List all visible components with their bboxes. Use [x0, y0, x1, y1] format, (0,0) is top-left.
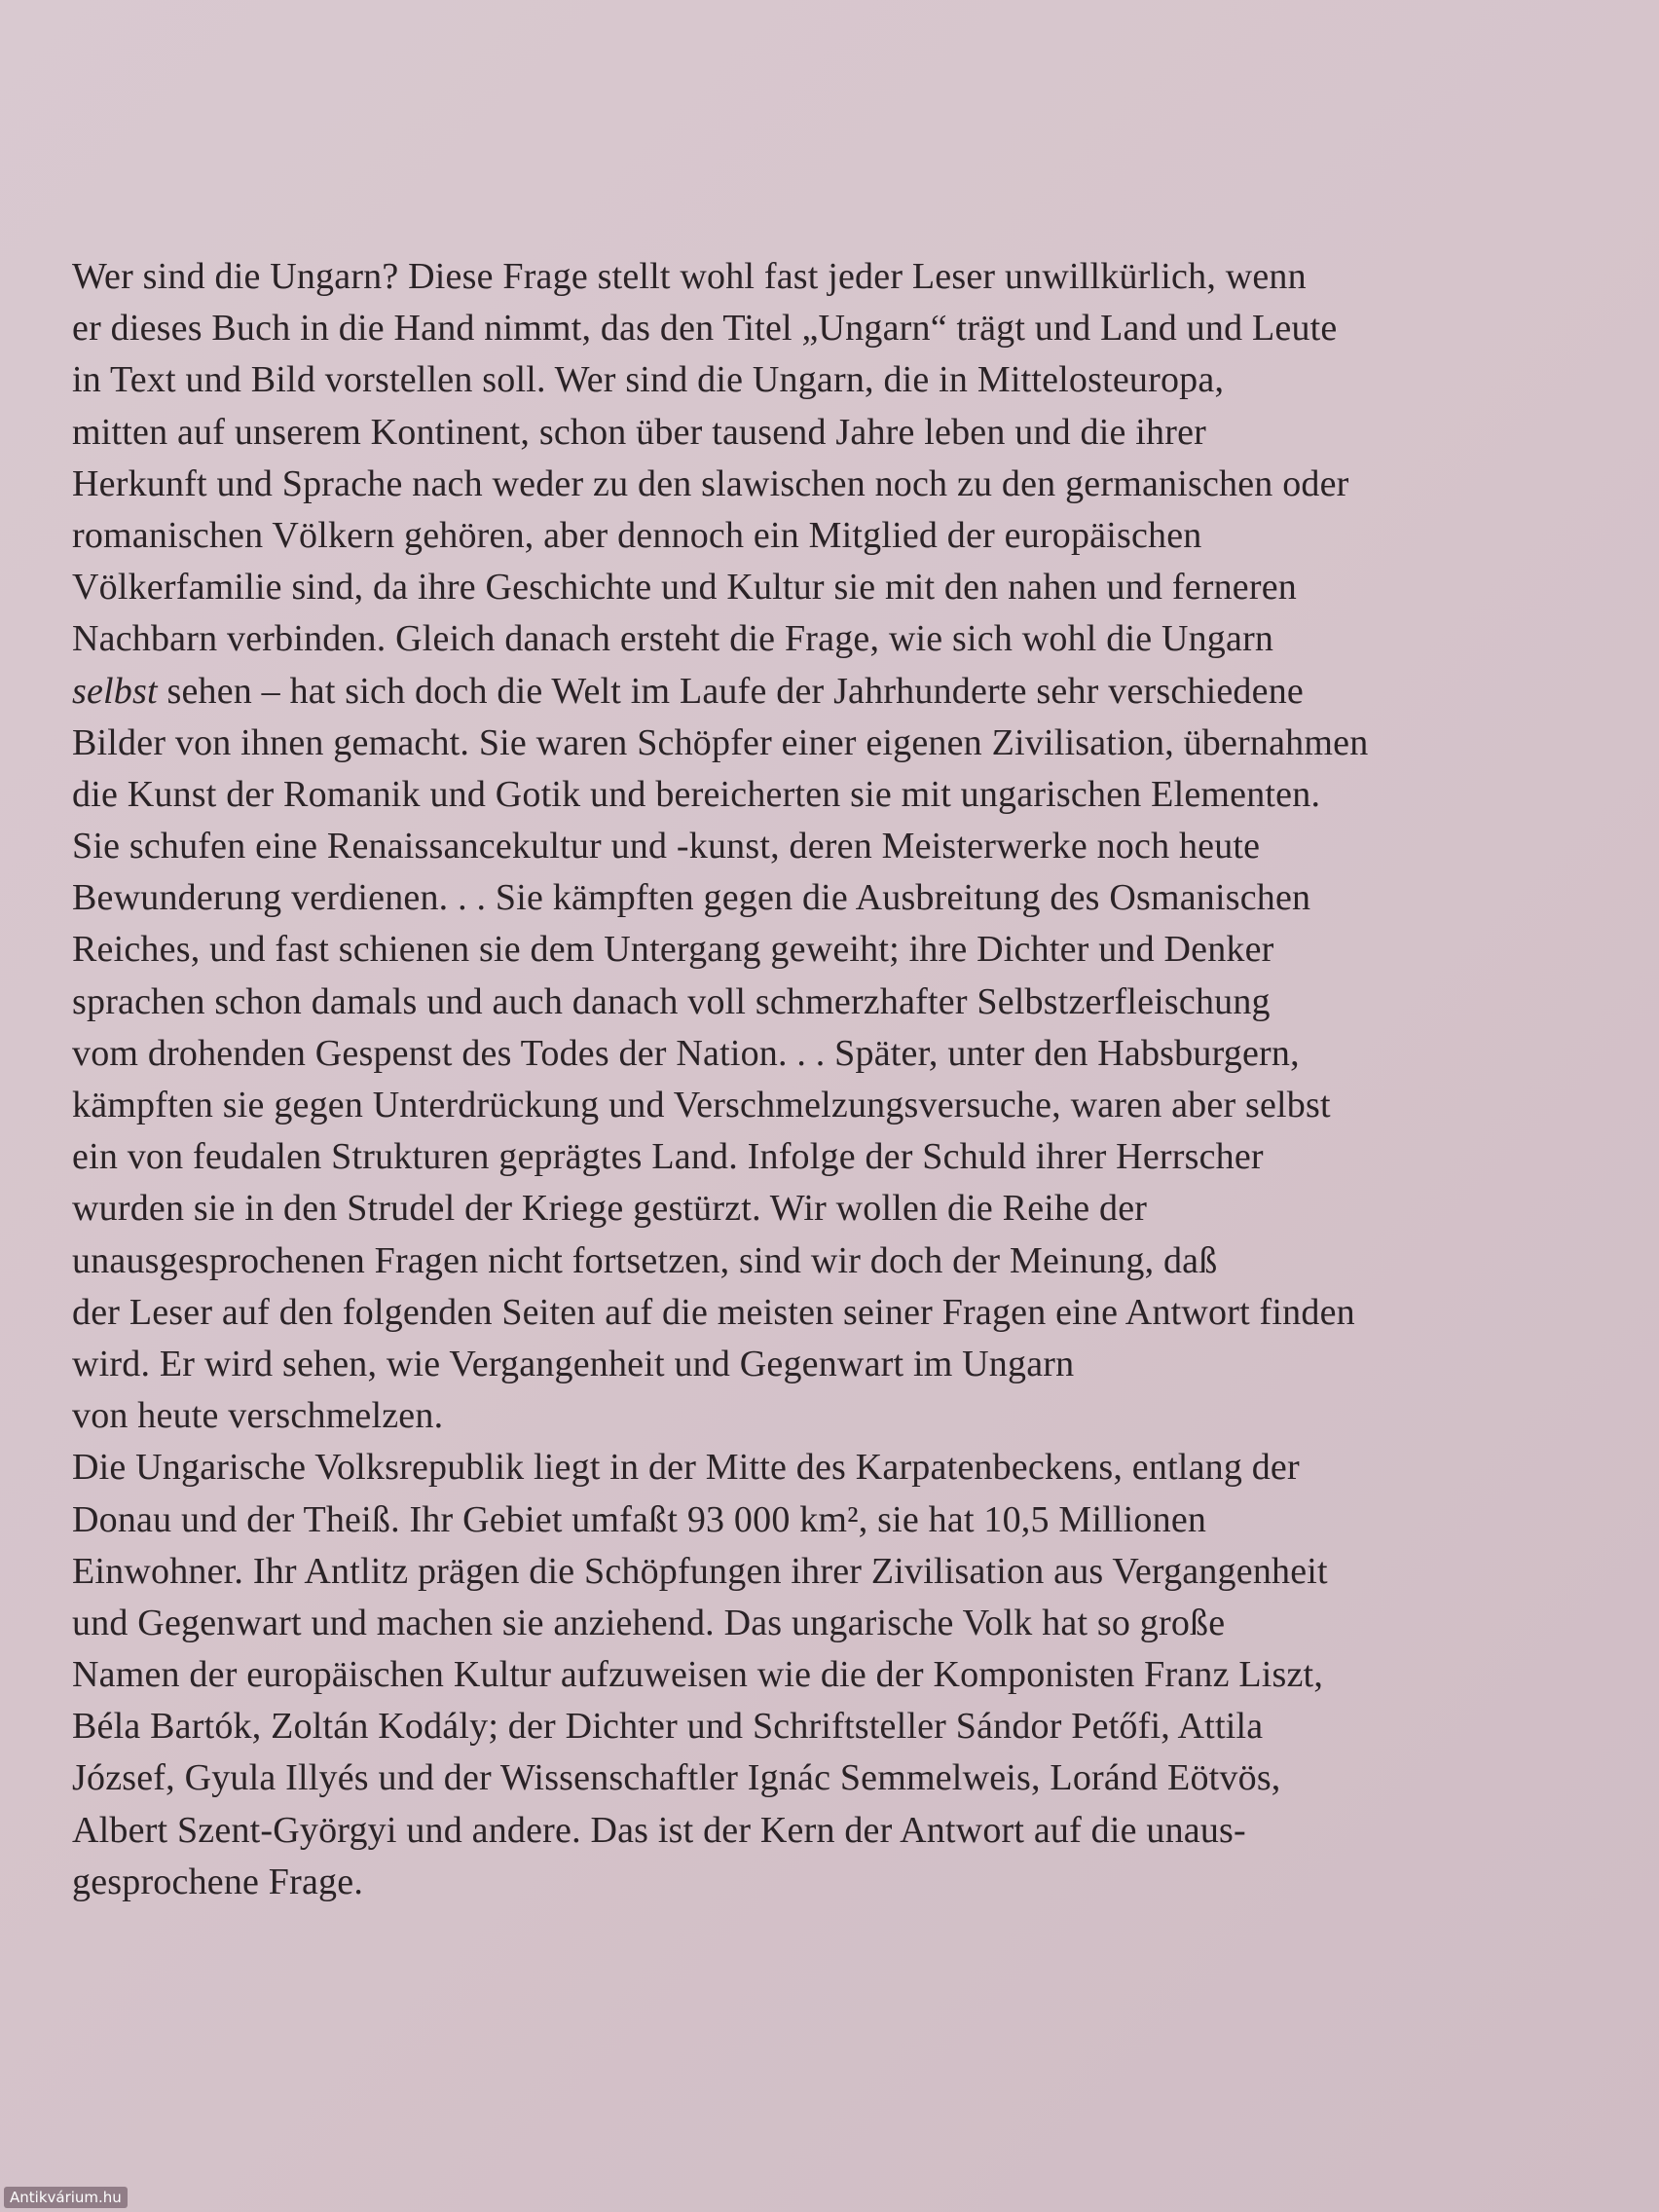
text-line: Namen der europäischen Kultur aufzuweisen wie die der Komponisten Franz Liszt,	[72, 1654, 1324, 1696]
text-line	[72, 666, 1591, 718]
text-line: und Gegenwart und machen sie anziehend. Das ungarische Volk hat so große	[72, 1602, 1226, 1643]
text-line: Die Ungarische Volksrepublik liegt in der Mitte des Karpatenbeckens, entlang der	[72, 1447, 1300, 1489]
text-line: unausgesprochenen Fragen nicht fortsetzen, sind wir doch der Meinung, daß	[72, 1239, 1218, 1281]
text-line: in Text und Bild vorstellen soll. Wer sind die Ungarn, die in Mittelosteuropa,	[72, 359, 1225, 401]
italic-word: selbst	[72, 670, 158, 712]
text-line: Völkerfamilie sind, da ihre Geschichte und Kultur sie mit den nahen und ferneren	[72, 567, 1297, 608]
text-line: von heute verschmelzen.	[72, 1395, 444, 1437]
text-line: Bilder von ihnen gemacht. Sie waren Schöpfer einer eigenen Zivilisation, übernahmen	[72, 721, 1369, 763]
text-line: József, Gyula Illyés und der Wissenschaftler Ignác Semmelweis, Loránd Eötvös,	[72, 1757, 1281, 1799]
text-line: Sie schufen eine Renaissancekultur und -kunst, deren Meisterwerke noch heute	[72, 826, 1261, 867]
text-line: ein von feudalen Strukturen geprägtes Land. Infolge der Schuld ihrer Herrscher	[72, 1136, 1264, 1178]
text-line: kämpften sie gegen Unterdrückung und Verschmelzungsversuche, waren aber selbst	[72, 1085, 1331, 1125]
text-line: wurden sie in den Strudel der Kriege gestürzt. Wir wollen die Reihe der	[72, 1188, 1148, 1230]
text-line: Albert Szent-Györgyi und andere. Das ist der Kern der Antwort auf die unaus-	[72, 1809, 1246, 1851]
body-text	[72, 251, 1591, 1908]
text-line: Reiches, und fast schienen sie dem Untergang geweiht; ihre Dichter und Denker	[72, 929, 1274, 971]
text-line: gesprochene Frage.	[72, 1861, 364, 1902]
watermark: Antikvárium.hu	[4, 2187, 128, 2208]
line-continuation: sehen – hat sich doch die Welt im Laufe der Jahrhunderte sehr verschiedene	[157, 670, 1304, 712]
text-line: Donau und der Theiß. Ihr Gebiet umfaßt 93 000 km², sie hat 10,5 Millionen	[72, 1498, 1207, 1540]
text-line: wird. Er wird sehen, wie Vergangenheit und Gegenwart im Ungarn	[72, 1343, 1075, 1384]
text-line: Wer sind die Ungarn? Diese Frage stellt wohl fast jeder Leser unwillkürlich, wenn	[72, 256, 1307, 297]
text-line: Herkunft und Sprache nach weder zu den slawischen noch zu den germanischen oder	[72, 462, 1349, 504]
text-line: vom drohenden Gespenst des Todes der Nation. . . Später, unter den Habsburgern,	[72, 1032, 1300, 1074]
text-line: Nachbarn verbinden. Gleich danach ersteht die Frage, wie sich wohl die Ungarn	[72, 618, 1274, 660]
text-line: er dieses Buch in die Hand nimmt, das den Titel „Ungarn“ trägt und Land und Leute	[72, 308, 1338, 350]
text-line: mitten auf unserem Kontinent, schon über tausend Jahre leben und die ihrer	[72, 411, 1207, 453]
text-line: romanischen Völkern gehören, aber dennoch ein Mitglied der europäischen	[72, 514, 1202, 556]
text-line: Bewunderung verdienen. . . Sie kämpften gegen die Ausbreitung des Osmanischen	[72, 877, 1311, 919]
text-line: sprachen schon damals und auch danach voll schmerzhafter Selbstzerfleischung	[72, 980, 1271, 1022]
text-line: Béla Bartók, Zoltán Kodály; der Dichter und Schriftsteller Sándor Petőfi, Attila	[72, 1706, 1264, 1748]
text-line: die Kunst der Romanik und Gotik und bereicherten sie mit ungarischen Elementen.	[72, 773, 1321, 815]
text-line: Einwohner. Ihr Antlitz prägen die Schöpfungen ihrer Zivilisation aus Vergangenheit	[72, 1550, 1328, 1592]
text-line: der Leser auf den folgenden Seiten auf die meisten seiner Fragen eine Antwort finden	[72, 1291, 1355, 1333]
